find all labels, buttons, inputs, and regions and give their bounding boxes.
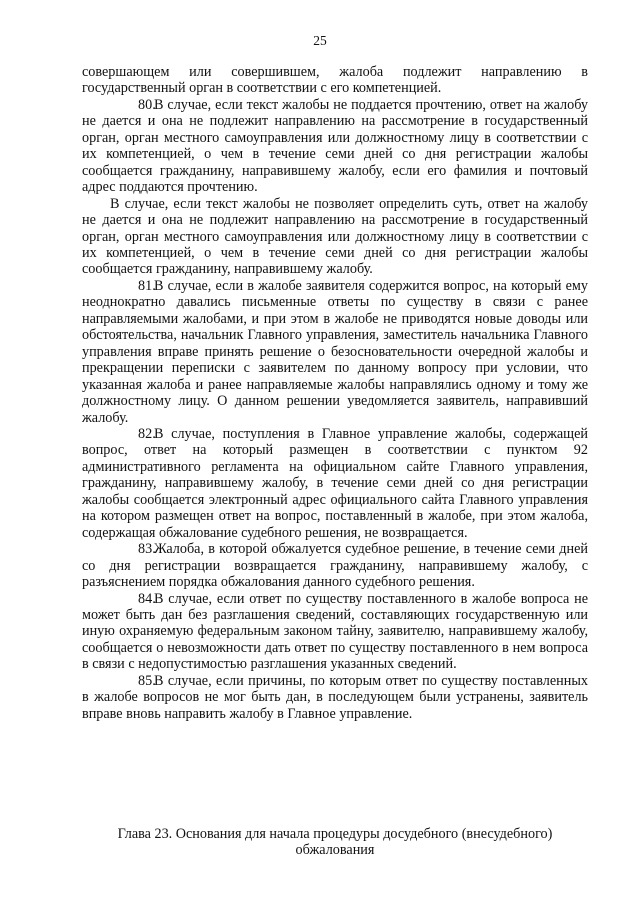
paragraph-text: В случае, если в жалобе заявителя содержится вопрос, на который ему неоднократно давались письменные ответы по существу в связи с ранее направляемыми жалобами, и при этом в жалобе не приводятся новые доводы или обстоятельства, начальник Главного управления, заместитель начальника Главного управления вправе принять решение о безосновательности очередной жалобы и прекращении переписки с заявителем по данному вопросу при условии, что указанная жалоба и ранее направляемые жалобы направлялись одному и тому же должностному лицу. О данном решении уведомляется заявитель, направивший жалобу. bbox=[82, 277, 588, 426]
paragraph-number: 84. bbox=[138, 590, 156, 607]
paragraph-text: В случае, поступления в Главное управление жалобы, содержащей вопрос, ответ на который размещен в соответствии с пунктом 92 административного регламента на официальном сайте Главного управления, гражданину, направившему жалобу, в течение семи дней со дня регистрации жалобы сообщается электронный адрес официального сайта Главного управления на котором размещен ответ на вопрос, поставленный в жалобе, при этом жалоба, содержащая обжалование судебного решения, не возвращается. bbox=[82, 425, 588, 541]
paragraph-number: 81. bbox=[138, 277, 156, 294]
chapter-heading: Глава 23. Основания для начала процедуры досудебного (внесудебного) обжалования bbox=[117, 826, 553, 859]
paragraph-85 bbox=[82, 673, 588, 722]
paragraph-continuation bbox=[82, 64, 588, 97]
paragraph-text: В случае, если текст жалобы не поддается прочтению, ответ на жалобу не дается и она не подлежит направлению на рассмотрение в государственный орган, орган местного самоуправления или должностному лицу в соответствии с их компетенцией, о чем в течение семи дней со дня регистрации жалобы сообщается гражданину, направившему жалобу, если его фамилия и почтовый адрес поддаются прочтению. bbox=[82, 96, 588, 196]
paragraph-number: 83. bbox=[138, 541, 156, 558]
paragraph-number: 85. bbox=[138, 672, 156, 689]
paragraph-83 bbox=[82, 541, 588, 590]
paragraph-number: 80. bbox=[138, 96, 156, 113]
paragraph-text: Жалоба, в которой обжалуется судебное решение, в течение семи дней со дня регистрации возвращается гражданину, направившему жалобу, с разъяснением порядка обжалования данного судебного решения. bbox=[82, 541, 588, 591]
paragraph-82 bbox=[82, 426, 588, 541]
paragraph-80 bbox=[82, 97, 588, 196]
document-body bbox=[82, 64, 588, 722]
paragraph-text: В случае, если причины, по которым ответ по существу поставленных в жалобе вопросов не мог быть дан, в последующем были устранены, заявитель вправе вновь направить жалобу в Главное управление. bbox=[82, 672, 588, 722]
paragraph-text: В случае, если текст жалобы не позволяет определить суть, ответ на жалобу не дается и она не подлежит направлению на рассмотрение в государственный орган, орган местного самоуправления или должностному лицу в соответствии с их компетенцией, о чем в течение семи дней со дня регистрации жалобы сообщается гражданину, направившему жалобу. bbox=[82, 195, 588, 278]
paragraph-text: В случае, если ответ по существу поставленного в жалобе вопроса не может быть дан без разглашения сведений, составляющих государственную или иную охраняемую федеральным законом тайну, заявителю, направившему жалобу, сообщается о невозможности дать ответ по существу поставленного в нем вопроса в связи с недопустимостью разглашения указанных сведений. bbox=[82, 590, 588, 673]
paragraph-81 bbox=[82, 278, 588, 426]
paragraph-80-second bbox=[82, 196, 588, 278]
paragraph-number: 82. bbox=[138, 425, 156, 442]
page-number: 25 bbox=[313, 33, 327, 48]
paragraph-text: совершающем или совершившем, жалоба подлежит направлению в государственный орган в соответствии с его компетенцией. bbox=[82, 64, 588, 97]
paragraph-84 bbox=[82, 591, 588, 673]
